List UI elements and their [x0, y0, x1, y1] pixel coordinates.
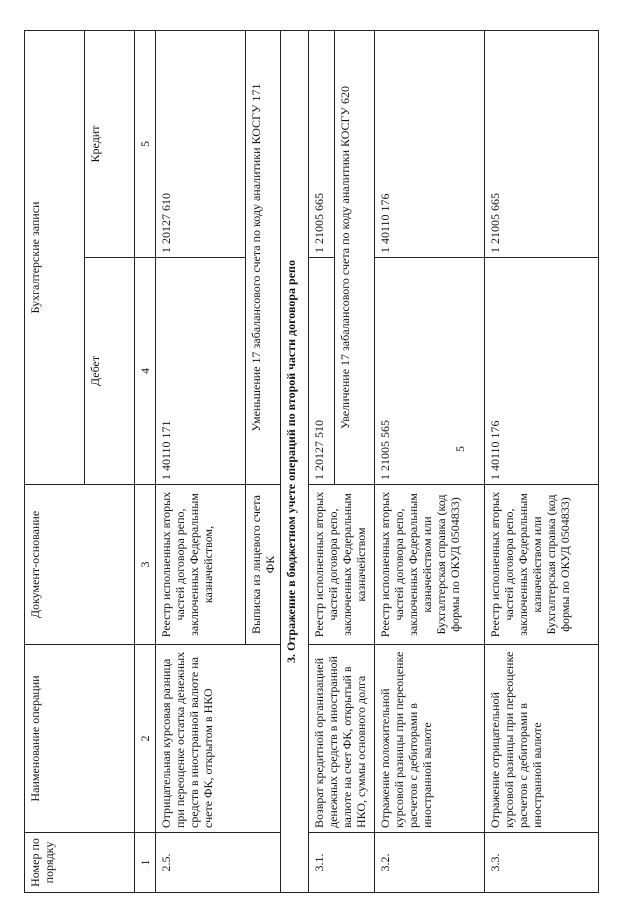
table-row — [156, 30, 246, 892]
row-3-1-number: 3.1. — [309, 833, 375, 893]
page-number: 5 — [453, 446, 467, 452]
accounting-entries-table — [24, 30, 599, 893]
header-credit: Кредит — [85, 30, 135, 257]
row-3-3-name: Отражение отрицательной курсовой разницы при переоценке расчетов с дебиторами в иностранной валюте — [485, 645, 599, 833]
table-row — [485, 30, 599, 892]
row-3-2-number: 3.2. — [375, 833, 485, 893]
row-2-5-note: Уменьшение 17 забалансового счета по коду аналитики КОСГУ 171 — [246, 30, 281, 484]
row-3-1-name: Возврат кредитной организацией денежных средств в иностранной валюте на счет ФК, открытый в НКО, суммы основного долга — [309, 645, 375, 833]
col-number-5: 5 — [135, 30, 156, 257]
row-3-1-note: Увеличение 17 забалансового счета по коду аналитики КОСГУ 620 — [335, 30, 375, 484]
col-number-3: 3 — [135, 485, 156, 645]
table-row — [309, 30, 335, 892]
header-debit: Дебет — [85, 258, 135, 485]
rotated-table-container — [24, 31, 596, 893]
row-3-1-credit: 1 21005 665 — [309, 30, 335, 257]
row-3-2-debit: 1 21005 565 — [375, 258, 485, 485]
header-number: Номер по порядку — [25, 833, 135, 893]
row-3-3-doc: Реестр исполненных вторых частей договора репо, заключенных Федеральным казначейством или Бухгалтерская справка (код формы по ОКУД 0504833) — [485, 485, 599, 645]
row-3-1-debit: 1 20127 510 — [309, 258, 335, 485]
table-row — [375, 30, 485, 892]
header-operation-name: Наименование операции — [25, 645, 135, 833]
row-3-1-doc: Реестр исполненных вторых частей договора репо, заключенных Федеральным казначейством — [309, 485, 375, 645]
col-number-4: 4 — [135, 258, 156, 485]
row-3-2-name: Отражение положительной курсовой разницы при переоценке расчетов с дебиторами в иностранной валюте — [375, 645, 485, 833]
row-2-5-number: 2.5. — [156, 833, 281, 893]
row-3-3-credit: 1 21005 665 — [485, 30, 599, 257]
row-2-5-credit: 1 20127 610 — [156, 30, 246, 257]
header-accounting-entries: Бухгалтерские записи — [25, 30, 85, 484]
row-2-5-name: Отрицательная курсовая разница при переоценке остатка денежных средств в иностранной валюте на счете ФК, открытом в НКО — [156, 645, 281, 833]
header-basis-document: Документ-основание — [25, 485, 135, 645]
row-3-2-doc: Реестр исполненных вторых частей договора репо, заключенных Федеральным казначейством или Бухгалтерская справка (код формы по ОКУД 0504833) — [375, 485, 485, 645]
section-3-title: 3. Отражение в бюджетном учете операций по второй части договора репо — [281, 30, 309, 892]
row-3-3-debit: 1 40110 176 — [485, 258, 599, 485]
row-2-5-doc: Реестр исполненных вторых частей договора репо, заключенных Федеральным казначейством, — [156, 485, 246, 645]
row-2-5-doc2: Выписка из лицевого счета ФК — [246, 485, 281, 645]
row-2-5-debit: 1 40110 171 — [156, 258, 246, 485]
row-3-3-number: 3.3. — [485, 833, 599, 893]
col-number-2: 2 — [135, 645, 156, 833]
row-3-2-credit: 1 40110 176 — [375, 30, 485, 257]
col-number-1: 1 — [135, 833, 156, 893]
